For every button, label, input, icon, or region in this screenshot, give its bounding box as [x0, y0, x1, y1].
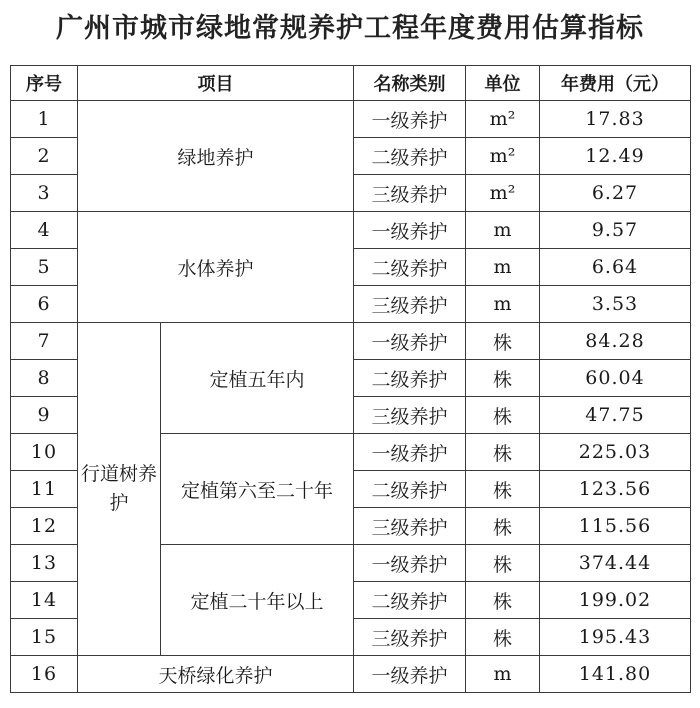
header-category: 名称类别 [354, 66, 466, 101]
row-category: 一级养护 [354, 212, 466, 249]
row-unit: 株 [466, 360, 540, 397]
row-number: 14 [11, 582, 78, 619]
row-category: 二级养护 [354, 138, 466, 175]
subgroup-trees-6-20y: 定植第六至二十年 [161, 434, 354, 545]
row-category: 二级养护 [354, 582, 466, 619]
row-number: 9 [11, 397, 78, 434]
row-unit: 株 [466, 434, 540, 471]
header-index: 序号 [11, 66, 78, 101]
row-category: 一级养护 [354, 656, 466, 693]
row-category: 三级养护 [354, 175, 466, 212]
row-unit: 株 [466, 397, 540, 434]
row-fee: 199.02 [540, 582, 691, 619]
row-unit: 株 [466, 582, 540, 619]
subgroup-trees-5y: 定植五年内 [161, 323, 354, 434]
row-fee: 195.43 [540, 619, 691, 656]
header-unit: 单位 [466, 66, 540, 101]
row-unit: m [466, 249, 540, 286]
row-number: 7 [11, 323, 78, 360]
row-category: 二级养护 [354, 360, 466, 397]
row-category: 二级养护 [354, 249, 466, 286]
row-category: 一级养护 [354, 101, 466, 138]
row-fee: 84.28 [540, 323, 691, 360]
row-unit: 株 [466, 619, 540, 656]
row-number: 11 [11, 471, 78, 508]
group-green: 绿地养护 [78, 101, 354, 212]
row-fee: 374.44 [540, 545, 691, 582]
row-number: 10 [11, 434, 78, 471]
table-row [11, 101, 691, 138]
group-water: 水体养护 [78, 212, 354, 323]
header-fee: 年费用（元） [540, 66, 691, 101]
row-fee: 12.49 [540, 138, 691, 175]
row-unit: m² [466, 175, 540, 212]
row-fee: 115.56 [540, 508, 691, 545]
row-category: 三级养护 [354, 508, 466, 545]
row-fee: 225.03 [540, 434, 691, 471]
header-row [11, 66, 691, 101]
row-number: 1 [11, 101, 78, 138]
row-category: 一级养护 [354, 323, 466, 360]
row-number: 12 [11, 508, 78, 545]
row-unit: m² [466, 138, 540, 175]
row-unit: 株 [466, 323, 540, 360]
cost-table [10, 65, 691, 693]
row-fee: 60.04 [540, 360, 691, 397]
group-bridge: 天桥绿化养护 [78, 656, 354, 693]
row-unit: 株 [466, 471, 540, 508]
row-unit: 株 [466, 545, 540, 582]
table-row [11, 323, 691, 360]
row-category: 一级养护 [354, 434, 466, 471]
row-fee: 123.56 [540, 471, 691, 508]
row-unit: m² [466, 101, 540, 138]
row-number: 4 [11, 212, 78, 249]
table-row [11, 656, 691, 693]
header-item: 项目 [78, 66, 354, 101]
row-number: 2 [11, 138, 78, 175]
row-number: 6 [11, 286, 78, 323]
row-fee: 6.27 [540, 175, 691, 212]
row-category: 一级养护 [354, 545, 466, 582]
row-category: 三级养护 [354, 619, 466, 656]
row-number: 15 [11, 619, 78, 656]
row-category: 三级养护 [354, 397, 466, 434]
row-unit: 株 [466, 508, 540, 545]
row-number: 5 [11, 249, 78, 286]
row-unit: m [466, 212, 540, 249]
row-unit: m [466, 286, 540, 323]
row-number: 16 [11, 656, 78, 693]
row-number: 8 [11, 360, 78, 397]
row-fee: 17.83 [540, 101, 691, 138]
table-row [11, 212, 691, 249]
row-fee: 47.75 [540, 397, 691, 434]
row-category: 二级养护 [354, 471, 466, 508]
group-street-trees: 行道树养护 [78, 323, 161, 656]
row-fee: 141.80 [540, 656, 691, 693]
row-number: 3 [11, 175, 78, 212]
page-title: 广州市城市绿地常规养护工程年度费用估算指标 [56, 13, 644, 44]
row-fee: 9.57 [540, 212, 691, 249]
row-number: 13 [11, 545, 78, 582]
row-fee: 6.64 [540, 249, 691, 286]
row-fee: 3.53 [540, 286, 691, 323]
subgroup-trees-20y-plus: 定植二十年以上 [161, 545, 354, 656]
row-unit: m [466, 656, 540, 693]
row-category: 三级养护 [354, 286, 466, 323]
